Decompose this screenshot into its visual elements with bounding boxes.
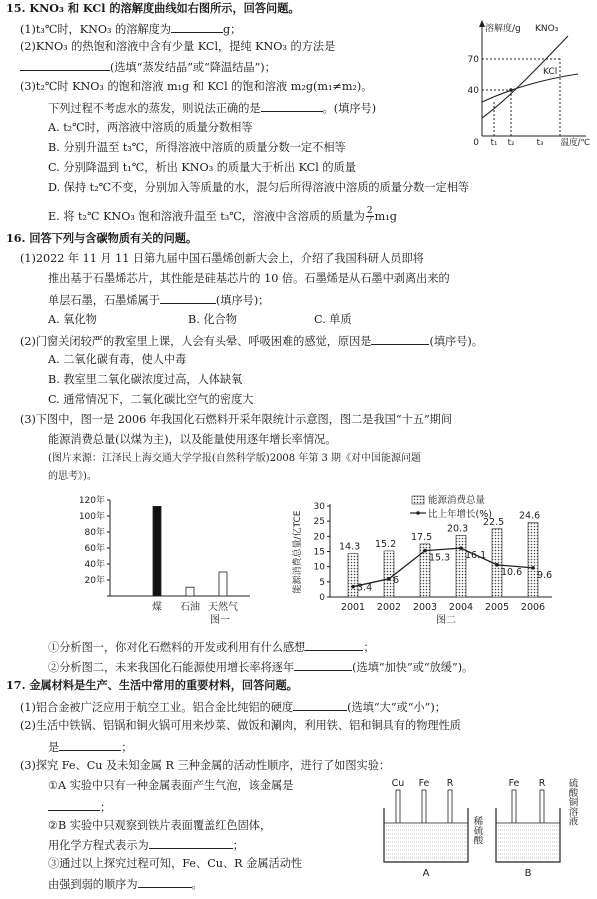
fig1-y-tick-label: 40年 — [84, 560, 105, 570]
fig2-line-label: 3.4 — [357, 582, 373, 594]
fig1-bar — [153, 506, 161, 596]
fig2-line-point — [423, 549, 427, 553]
fig2-line-point — [351, 585, 355, 589]
q15-part2-cont: (选填“蒸发结晶”或“降温结晶”)； — [20, 60, 276, 73]
fig2-y-tick-label: 0 — [319, 593, 325, 603]
q16-option-b: B. 化合物 — [188, 313, 237, 326]
q15-option-e: E. 将 t₂℃ KNO₃ 饱和溶液升温至 t₃℃，溶液中含溶质的质量为 $\frac{2}{7}$ m₁g — [48, 206, 397, 227]
fig1-y-tick-label: 100年 — [78, 512, 105, 522]
fig2-bar — [528, 522, 538, 597]
legend-line-label: 比上年增长(%) — [428, 509, 492, 520]
beaker-a-metal-r: R — [446, 778, 454, 789]
fig2-y-axis-label: 能源消费总量/亿TCE — [293, 510, 303, 594]
solubility-graph — [458, 18, 594, 146]
fig2-bar — [456, 535, 466, 597]
beaker-b-liquid — [497, 823, 559, 860]
fig1-y-tick-label: 20年 — [84, 576, 105, 586]
q15-part2: (2)KNO₃ 的热饱和溶液中含有少量 KCl，提纯 KNO₃ 的方法是 — [20, 40, 336, 53]
q15-option-d: D. 保持 t₂℃不变，分别加入等质量的水，混匀后所得溶液中溶质的质量分数一定相等 — [48, 181, 470, 194]
fig2-x-label: 2001 — [340, 602, 366, 613]
kno3-label: KNO₃ — [535, 24, 559, 34]
answer-blank[interactable] — [293, 700, 347, 711]
q16-title: 16. 回答下列与含碳物质有关的问题。 — [6, 231, 198, 245]
fig1-caption: 图一 — [210, 615, 230, 626]
q16-part2-option-c: C. 通常情况下，二氧化碳比空气的密度大 — [48, 393, 254, 406]
q17-exp2: ②B 实验中只观察到铁片表面覆盖红色固体， — [48, 819, 272, 832]
q17-exp2-cont: 用化学方程式表示为 ； — [48, 839, 244, 852]
fig2-bar-label: 17.5 — [411, 531, 433, 543]
q16-part2: (2)门窗关闭较严的教室里上课，人会有头晕、呼吸困难的感觉，原因是 (填序号)。 — [20, 335, 483, 348]
fig2-x-label: 2003 — [412, 602, 438, 613]
origin-label: 0 — [473, 138, 479, 146]
y-axis-label: 溶解度/g — [485, 24, 521, 34]
fig2-x-label: 2005 — [484, 602, 510, 613]
fig2-line-label: 15.3 — [429, 552, 451, 564]
q16-part2-option-b: B. 教室里二氧化碳浓度过高，人体缺氧 — [48, 373, 243, 386]
q17-part3: (3)探究 Fe、Cu 及未知金属 R 三种金属的活动性顺序，进行了如图实验： — [20, 759, 391, 772]
fig2-y-tick-label: 5 — [319, 577, 325, 588]
answer-blank[interactable] — [48, 800, 100, 811]
q16-part2-option-a: A. 二氧化碳有毒，使人中毒 — [48, 353, 187, 366]
answer-blank[interactable] — [171, 22, 223, 33]
q15-option-b: B. 分别升温至 t₃℃，所得溶液中溶质的质量分数一定不相等 — [48, 141, 346, 154]
fig2-line-point — [495, 563, 499, 567]
q15-part1: (1)t₃℃时，KNO₃ 的溶解度为 g； — [20, 23, 242, 36]
q16-part3-line1: (3)下图中，图一是 2006 年我国化石燃料开采年限统计示意图，图二是我国“十五”期间 — [20, 413, 453, 426]
fig1-bar — [219, 572, 227, 596]
q16-part1-line3: 单层石墨，石墨烯属于 (填序号)； — [48, 294, 270, 307]
q15-part3: (3)t₂℃时 KNO₃ 的饱和溶液 m₁g 和 KCl 的饱和溶液 m₂g(m₁≠m₂)。 — [20, 80, 373, 93]
legend-line-marker — [416, 511, 420, 515]
q16-source-line2: 的思考》)。 — [48, 471, 97, 482]
q17-part1: (1)铝合金被广泛应用于航空工业。铝合金比纯铝的硬度 (选填“大”或“小”)； — [20, 701, 446, 714]
fig2-caption: 图二 — [436, 615, 456, 626]
fig2-line-label: 10.6 — [501, 566, 523, 578]
fig2-x-label: 2004 — [448, 602, 474, 613]
beaker-b-metal-fe: Fe — [508, 778, 520, 789]
fig2-y-tick-label: 15 — [313, 547, 325, 558]
fig1-y-tick-label: 80年 — [84, 528, 105, 538]
q17-exp1-cont: ； — [48, 800, 111, 813]
answer-blank[interactable] — [305, 640, 363, 651]
fig1-y-tick-label: 60年 — [84, 544, 105, 554]
q17-exp3: ③通过以上探究过程可知，Fe、Cu、R 金属活动性 — [48, 857, 303, 870]
fig2-line-label: 9.6 — [537, 569, 553, 581]
answer-blank[interactable] — [261, 101, 323, 112]
beaker-a-liquid — [385, 823, 467, 860]
beaker-b-liquid-label: 硫酸铜溶液 — [566, 778, 578, 826]
x-tick-t1: t₁ — [490, 138, 498, 146]
answer-blank[interactable] — [149, 838, 233, 849]
fraction-numerator: 2 — [366, 206, 373, 216]
intersection-point — [509, 88, 513, 92]
q16-answer2: ②分析图二，未来我国化石能源使用增长率将逐年 (选填“加快”或“放缓”)。 — [48, 661, 474, 674]
fig2-y-tick-label: 25 — [313, 517, 325, 528]
fig2-bar-label: 14.3 — [339, 541, 361, 553]
fig2-line-point — [459, 546, 463, 550]
x-tick-t3: t₃ — [536, 138, 544, 146]
x-axis-label: 温度/℃ — [560, 138, 590, 146]
kcl-label: KCl — [543, 67, 558, 77]
q17-exp1: ①A 实验中只有一种金属表面产生气泡，该金属是 — [48, 779, 294, 792]
beaker-a-label: A — [422, 868, 430, 879]
beaker-a-metal-fe: Fe — [418, 778, 430, 789]
answer-blank[interactable] — [20, 60, 110, 71]
fig2-x-label: 2006 — [520, 602, 546, 613]
beaker-b-label: B — [524, 868, 532, 879]
beaker-b-metal-r: R — [538, 778, 546, 789]
x-tick-t2: t₂ — [507, 138, 515, 146]
q16-part1-line2: 推出基于石墨烯芯片，其性能是硅基芯片的 10 倍。石墨烯是从石墨中剥离出来的 — [48, 272, 450, 285]
y-tick-70: 70 — [467, 55, 479, 65]
fig2-y-tick-label: 20 — [313, 532, 325, 543]
fig2-combo-chart — [290, 492, 560, 630]
q16-option-c: C. 单质 — [314, 313, 352, 326]
answer-blank[interactable] — [371, 334, 429, 345]
legend-bar-label: 能源消费总量 — [428, 495, 486, 506]
beaker-experiment-figure — [378, 776, 592, 894]
q16-option-a: A. 氧化物 — [48, 313, 97, 326]
answer-blank[interactable] — [59, 740, 121, 751]
beaker-a-liquid-label: 稀硫酸 — [471, 816, 483, 845]
fig2-line-point — [531, 566, 535, 570]
answer-blank[interactable] — [138, 877, 192, 888]
fig2-line-label: 16.1 — [465, 550, 487, 562]
fig1-x-label: 石油 — [180, 602, 200, 613]
fig1-bar-chart — [60, 492, 260, 630]
fig2-x-label: 2002 — [376, 602, 402, 613]
q16-answer1: ①分析图一，你对化石燃料的开发或利用有什么感想 ； — [48, 641, 375, 654]
q15-title: 15. KNO₃ 和 KCl 的溶解度曲线如右图所示，回答问题。 — [6, 1, 300, 15]
fig1-x-label: 煤 — [152, 602, 162, 613]
kno3-curve — [482, 36, 568, 118]
fig2-bar-label: 15.2 — [375, 538, 397, 550]
fig1-bar — [186, 587, 194, 596]
answer-blank[interactable] — [160, 293, 216, 304]
fig2-bar-label: 20.3 — [447, 523, 469, 535]
q15-option-c: C. 分别降温到 t₁℃，析出 KNO₃ 的质量大于析出 KCl 的质量 — [48, 161, 356, 174]
y-tick-40: 40 — [467, 86, 479, 96]
q17-exp3-cont: 由强到弱的顺序为 。 — [48, 878, 203, 891]
q15-option-a: A. t₂℃时，两溶液中溶质的质量分数相等 — [48, 121, 253, 134]
q17-part2: (2)生活中铁锅、铝锅和铜火锅可用来炒菜、做饭和涮肉，利用铁、铝和铜具有的物理性质 — [20, 719, 461, 732]
q17-title: 17. 金属材料是生产、生活中常用的重要材料，回答问题。 — [6, 678, 298, 692]
fig2-bar-label: 24.6 — [519, 510, 541, 522]
fig2-y-tick-label: 30 — [313, 502, 325, 512]
kcl-curve — [482, 74, 578, 102]
legend-bar-swatch — [412, 496, 424, 504]
fig2-bar-label: 22.5 — [483, 516, 505, 528]
q15-part3-prompt: 下列过程不考虑水的蒸发，则说法正确的是 。(填序号) — [48, 102, 377, 115]
fig2-line-point — [387, 577, 391, 581]
fig2-y-tick-label: 10 — [313, 562, 325, 573]
q17-part2-cont: 是 ； — [48, 741, 133, 754]
q16-part3-line2: 能源消费总量(以煤为主)，以及能量使用逐年增长率情况。 — [48, 433, 337, 446]
q16-part1-line1: (1)2022 年 11 月 11 日第九届中国石墨烯创新大会上，介绍了我国科研人员即将 — [20, 252, 424, 265]
fig1-x-label: 天然气 — [208, 602, 238, 613]
fig2-line-label: 6 — [393, 574, 400, 586]
q16-source-line1: (图片来源：江泽民上海交通大学学报(自然科学版)2008 年第 3 期《对中国能源问题 — [48, 453, 422, 464]
fig1-y-tick-label: 120年 — [78, 496, 105, 506]
answer-blank[interactable] — [294, 660, 352, 671]
beaker-a-metal-cu: Cu — [391, 778, 405, 789]
fraction-denominator: 7 — [366, 216, 373, 227]
